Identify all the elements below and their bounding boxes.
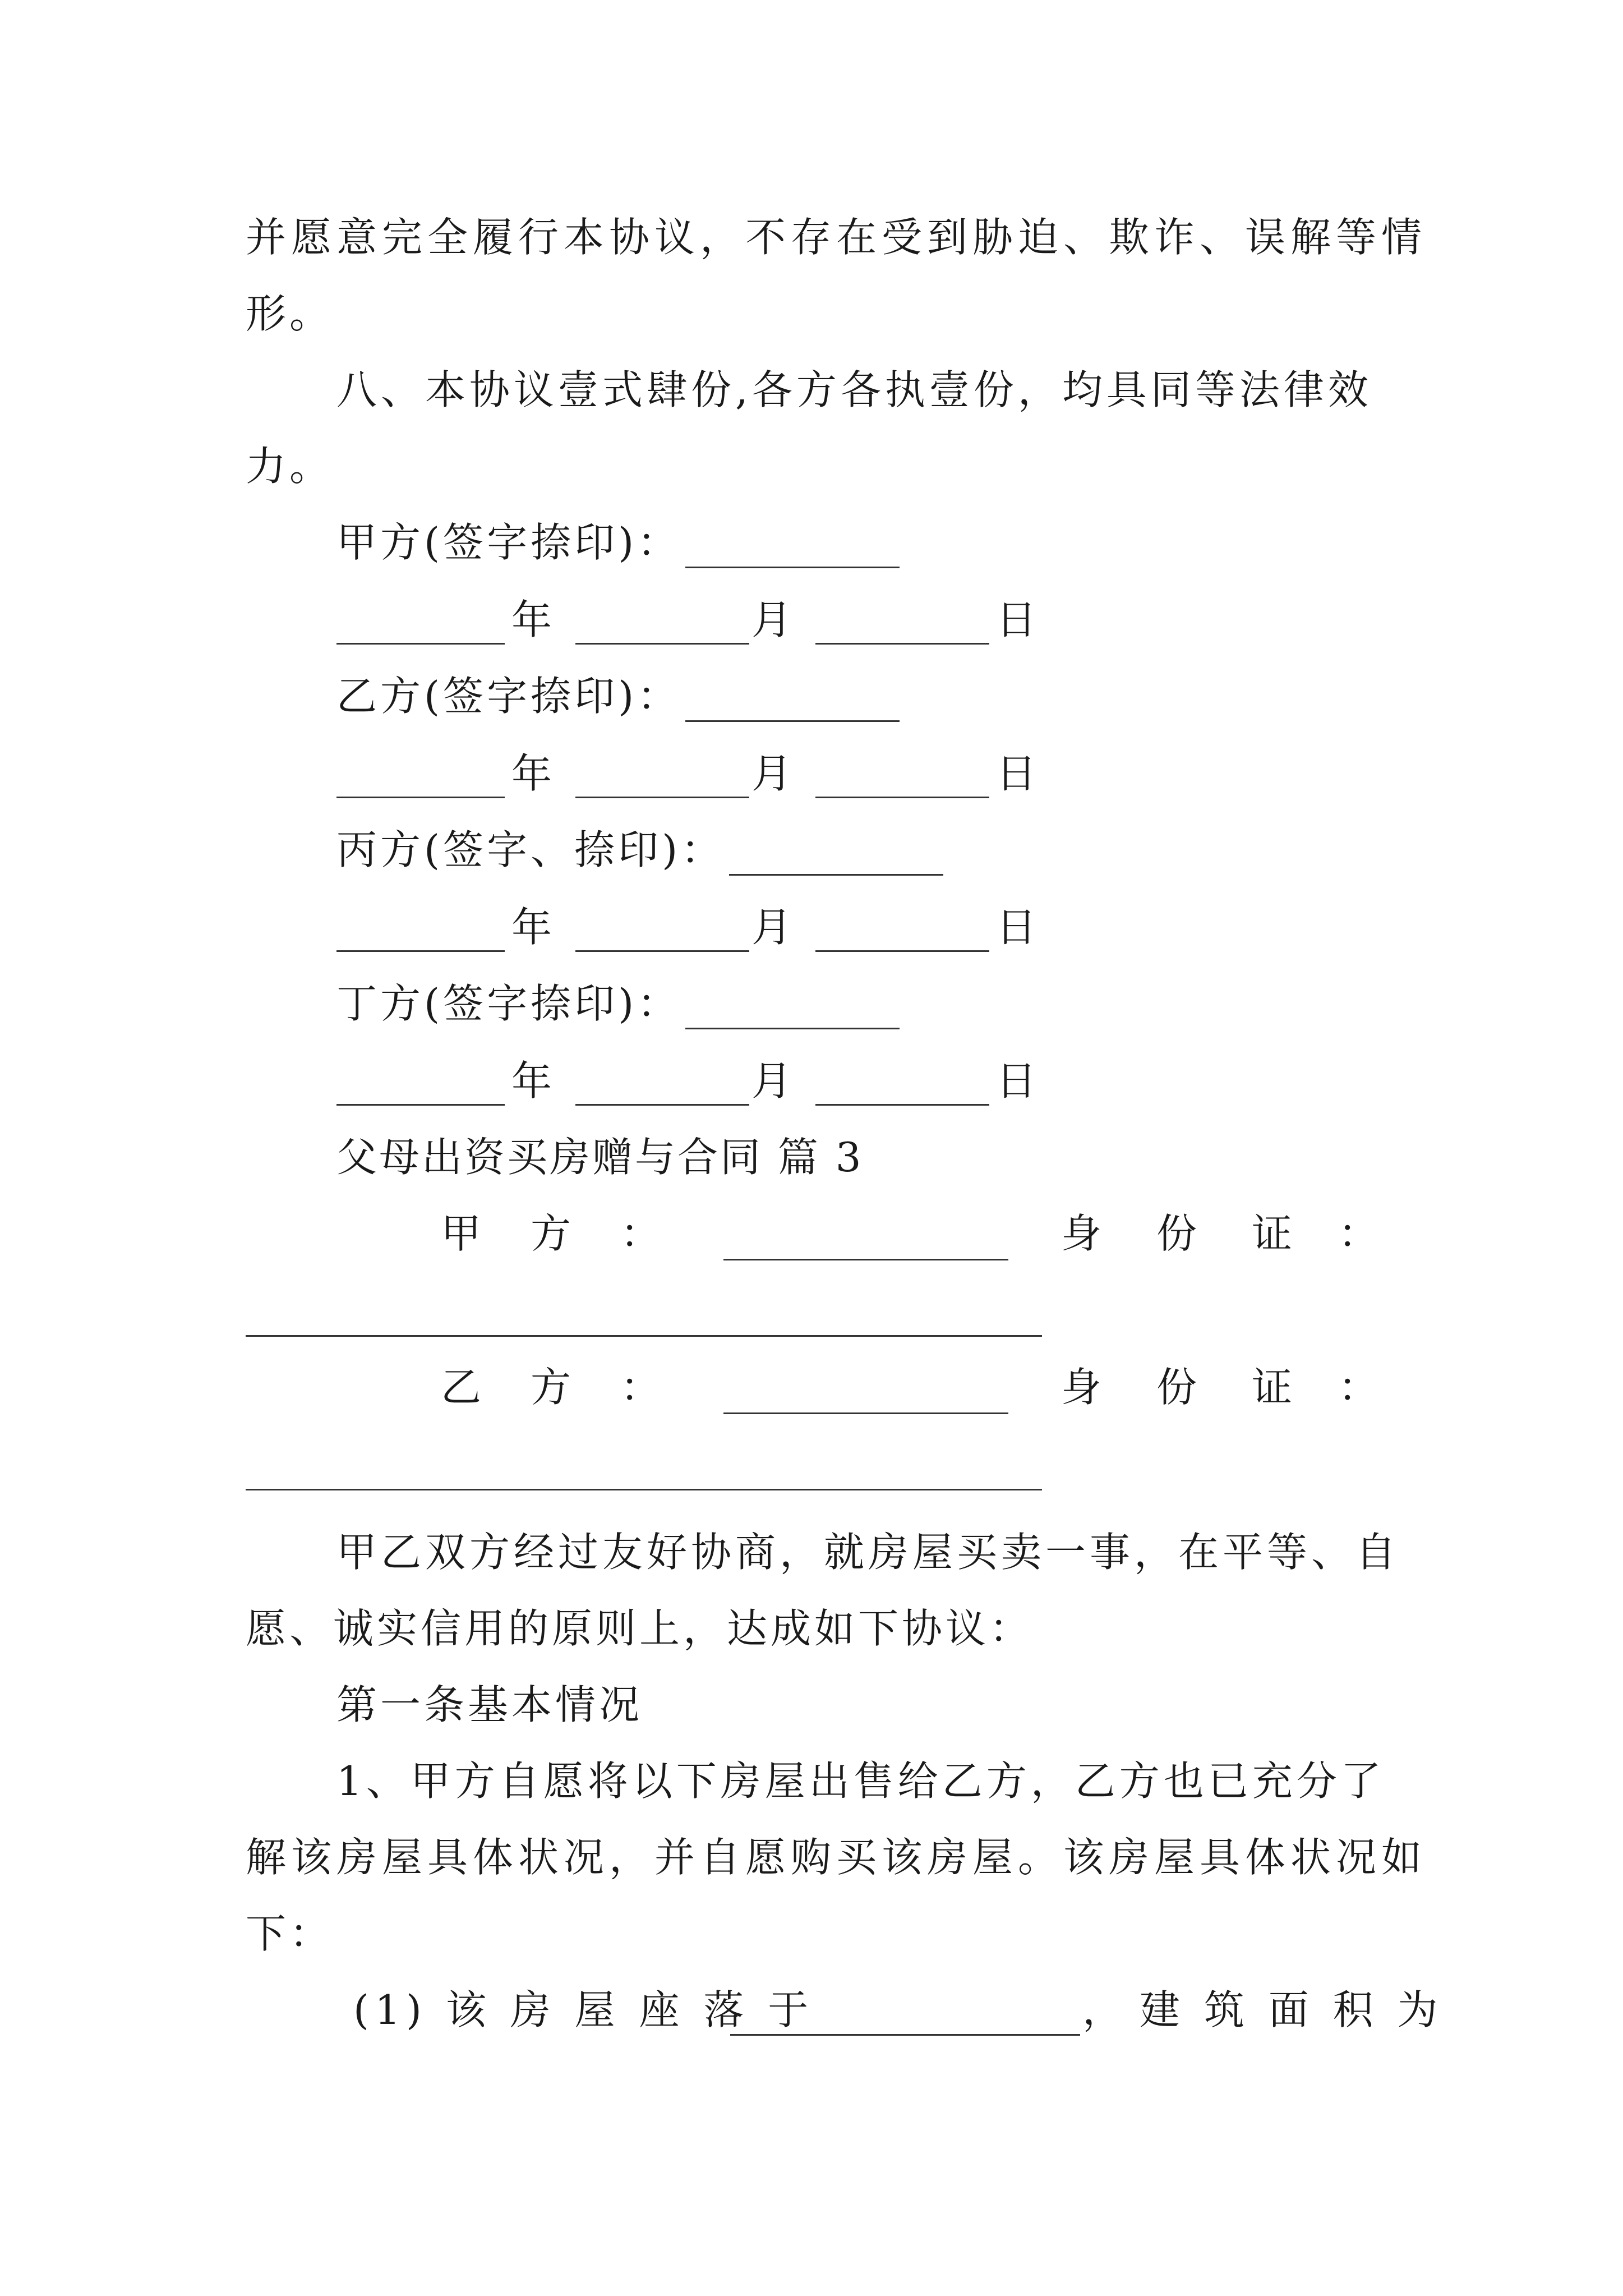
- signature-label: 丁方(签字捺印)：: [336, 980, 681, 1027]
- date-day-label: 日: [996, 596, 1040, 643]
- paragraph-line: 1、甲方自愿将以下房屋出售给乙方，乙方也已充分了: [336, 1757, 1385, 1805]
- paragraph-line: 形。: [246, 290, 334, 337]
- date-month-label: 月: [751, 1057, 796, 1105]
- paragraph-line: 力。: [246, 443, 334, 490]
- date-month-label: 月: [751, 904, 796, 951]
- party-b-colon: ：: [620, 1364, 661, 1411]
- date-year-label: 年: [511, 904, 556, 951]
- paragraph-line: 解该房屋具体状况，并自愿购买该房屋。该房屋具体状况如: [246, 1834, 1427, 1881]
- paragraph-line: 甲乙双方经过友好协商，就房屋买卖一事，在平等、自: [336, 1529, 1400, 1576]
- item-1-comma: ，: [1082, 1986, 1127, 2033]
- id-label-char: 份: [1156, 1210, 1197, 1257]
- date-year-label: 年: [511, 750, 556, 797]
- section-heading: 父母出资买房赠与合同 篇 3: [336, 1134, 864, 1181]
- date-blank-year: [336, 1104, 505, 1106]
- date-year-label: 年: [511, 1057, 556, 1105]
- date-blank-year: [336, 797, 505, 798]
- date-day-label: 日: [996, 1057, 1040, 1105]
- date-blank-day: [815, 950, 989, 952]
- signature-blank: [729, 874, 943, 876]
- date-month-label: 月: [751, 596, 796, 643]
- item-1-text: (1) 该 房 屋 座 落 于: [353, 1986, 814, 2033]
- date-blank-month: [575, 797, 749, 798]
- party-b-char: 乙: [441, 1364, 482, 1411]
- date-day-label: 日: [996, 750, 1040, 797]
- id-label-char: 身: [1061, 1364, 1102, 1411]
- date-blank-day: [815, 797, 989, 798]
- paragraph-line: 愿、诚实信用的原则上，达成如下协议：: [246, 1605, 1034, 1652]
- party-a-char: 甲: [441, 1210, 482, 1257]
- party-a-char: 方: [531, 1210, 571, 1257]
- signature-blank: [685, 720, 900, 722]
- party-b-char: 方: [531, 1364, 571, 1411]
- date-blank-month: [575, 1104, 749, 1106]
- date-blank-year: [336, 950, 505, 952]
- date-blank-month: [575, 643, 749, 645]
- date-day-label: 日: [996, 904, 1040, 951]
- id-label-char: 证: [1252, 1364, 1293, 1411]
- paragraph-line: 并愿意完全履行本协议，不存在受到胁迫、欺诈、误解等情: [246, 214, 1427, 261]
- signature-label: 丙方(签字、捺印)：: [336, 826, 725, 873]
- signature-label: 乙方(签字捺印)：: [336, 673, 681, 720]
- id-colon: ：: [1338, 1210, 1379, 1257]
- signature-blank: [685, 1028, 900, 1029]
- party-a-name-blank: [723, 1259, 1008, 1260]
- paragraph-line: 下：: [246, 1910, 334, 1957]
- id-label-char: 证: [1252, 1210, 1293, 1257]
- id-label-char: 份: [1156, 1364, 1197, 1411]
- date-blank-day: [815, 1104, 989, 1106]
- address-blank: [730, 2034, 1080, 2036]
- party-a-colon: ：: [620, 1210, 661, 1257]
- party-b-name-blank: [723, 1412, 1008, 1414]
- id-label-char: 身: [1061, 1210, 1102, 1257]
- date-month-label: 月: [751, 750, 796, 797]
- date-blank-month: [575, 950, 749, 952]
- id-colon: ：: [1338, 1364, 1379, 1411]
- date-blank-year: [336, 643, 505, 645]
- item-1-area-label: 建 筑 面 积 为: [1140, 1986, 1444, 2033]
- date-blank-day: [815, 643, 989, 645]
- article-heading: 第一条基本情况: [336, 1681, 643, 1728]
- party-b-id-blank: [246, 1489, 1042, 1490]
- party-a-id-blank: [246, 1335, 1042, 1337]
- clause-8-line: 八、本协议壹式肆份,各方各执壹份，均具同等法律效: [336, 366, 1372, 413]
- signature-blank: [685, 567, 900, 568]
- date-year-label: 年: [511, 596, 556, 643]
- signature-label: 甲方(签字捺印)：: [336, 519, 681, 566]
